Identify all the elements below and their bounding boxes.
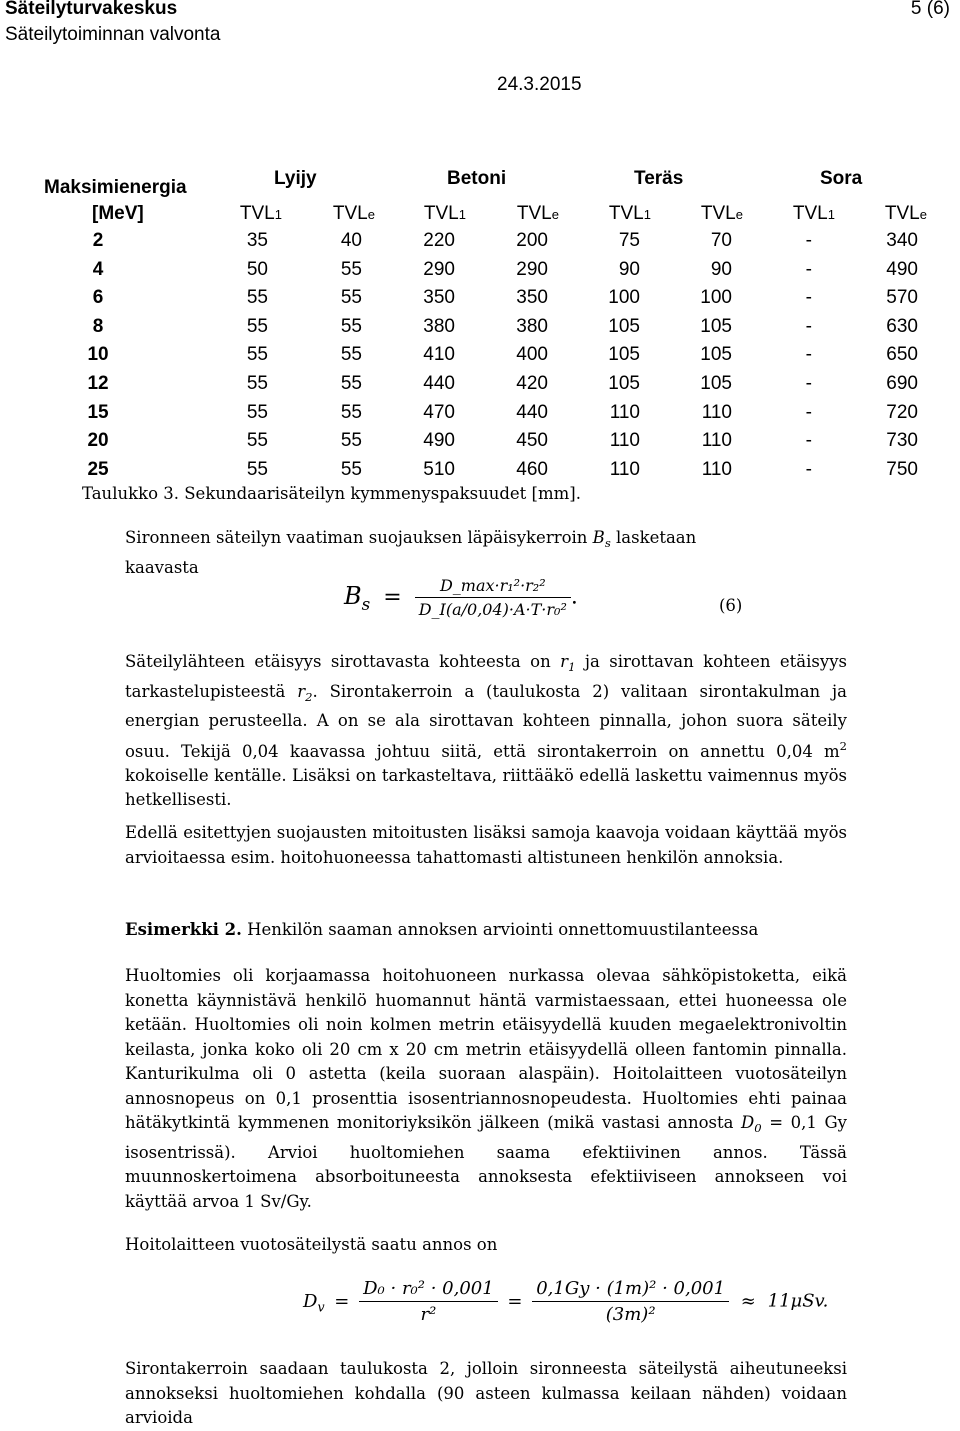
table-caption: Taulukko 3. Sekundaarisäteilyn kymmenyspaksuudet [mm]. (82, 484, 581, 503)
tvl-cell: - (805, 458, 812, 480)
tvl-cell: 380 (423, 315, 455, 337)
tvl-cell: 110 (609, 430, 640, 452)
tvl-subheader: TVLe (516, 203, 559, 224)
tvl-cell: 410 (423, 344, 455, 366)
tvl-cell: 55 (340, 458, 362, 480)
tvl-cell: 55 (340, 258, 362, 280)
paragraph-usage: Edellä esitettyjen suojausten mitoitusten lisäksi samoja kaavoja voidaan käyttää myös arvioitaessa esim. hoitohuoneessa tahattomasti altistuneen henkilön annoksia. (125, 823, 847, 867)
tvl-cell: 490 (886, 258, 918, 280)
tvl-cell: 440 (516, 401, 548, 423)
tvl-cell: 450 (516, 430, 548, 452)
eq6-numerator: D_max·r₁²·r₂² (415, 576, 571, 598)
tvl-cell: 55 (246, 401, 268, 423)
material-betoni: Betoni (447, 168, 507, 189)
tvl-cell: 55 (340, 401, 362, 423)
tvl-subheader: TVLe (700, 203, 743, 224)
tvl-cell: 200 (516, 230, 548, 251)
tvl-cell: 110 (701, 458, 732, 480)
tvl-cell: 110 (701, 401, 732, 423)
tvl-cell: 70 (710, 230, 732, 251)
paragraph-intro: Sironneen säteilyn vaatiman suojauksen läpäisykerroin $B_s$ lasketaan kaavasta (125, 528, 697, 577)
tvl-cell: 55 (246, 430, 268, 452)
paragraph-leak-dose: Hoitolaitteen vuotosäteilystä saatu annos on (125, 1235, 498, 1254)
org-name: Säteilyturvakeskus (5, 0, 178, 19)
tvl-cell: 40 (340, 230, 362, 251)
tvl-subheader: TVL1 (608, 203, 651, 224)
tvl-cell: 35 (246, 230, 268, 251)
table-row: 4 50 55 290 290 90 90 - 490 (92, 258, 918, 280)
tvl-subheader: TVLe (884, 203, 927, 224)
tvl-cell: 55 (340, 430, 362, 452)
tvl-cell: 510 (423, 458, 455, 480)
equation-label: (6) (719, 596, 743, 615)
tvl-cell: 650 (886, 344, 918, 366)
tvl-cell: 110 (701, 430, 732, 452)
tvl-cell: 220 (423, 230, 455, 251)
tvl-cell: 440 (423, 373, 455, 394)
tvl-cell: 90 (710, 258, 732, 280)
tvl-cell: 55 (246, 458, 268, 480)
tvl-cell: 420 (516, 373, 548, 394)
tvl-cell: 630 (886, 315, 918, 337)
tvl-subheader: TVLe (332, 203, 375, 224)
tvl-cell: 340 (886, 230, 918, 251)
tvl-cell: 570 (886, 287, 918, 309)
table-row: 15 55 55 470 440 110 110 - 720 (87, 401, 918, 423)
equation-leak-dose: $D_v$ = $\frac{\text{D₀ · r₀² · 0,001}}{\text{r²}}$ = $\frac{\text{0,1Gy · (1m)² · 0,001}}{\text{(3m)²}}$ ≈ 11μSv. (303, 1278, 829, 1325)
tvl-cell: 490 (423, 430, 455, 452)
tvl-cell: - (805, 287, 812, 309)
tvl-cell: 110 (609, 458, 640, 480)
tvl-cell: - (805, 315, 812, 337)
paragraph-scatter: Sirontakerroin saadaan taulukosta 2, jolloin sironneesta säteilystä aiheutuneeksi annokseksi huoltomiehen kohdalla (90 asteen kulmassa keilaan nähden) voidaan arvioida (125, 1359, 847, 1427)
paragraph-scenario: Huoltomies oli korjaamassa hoitohuoneen nurkassa olevaa sähköpistoketta, eikä konetta käynnistävä henkilö huomannut häntä varmistaessaan, ettei huoneessa ole ketään. Huoltomies oli noin kolmen metrin etäisyydellä kuuden megaelektronivoltin keilasta, jonka koko oli 20 cm x 20 cm metrin etäisyydellä olleen fantomin pinnalla. Kanturikulma oli 0 astetta (keila suoraan alaspäin). Hoitolaitteen vuotosäteilyn annosnopeus on 0,1 prosenttia isosentriannosnopeudesta. Huoltomies ehti painaa hätäkytkintä kymmenen monitoriyksikön jälkeen (mikä vastasi annosta $D_0 = 0,1$ Gy isosentrissä). Arvioi huoltomiehen saama efektiivinen annos. Tässä muunnoskertoimena absorboituneesta annoksesta efektiiviseen annokseen voi käyttää arvoa 1 Sv/Gy. (125, 966, 847, 1211)
tvl-cell: 470 (423, 401, 455, 423)
tvl-cell: 55 (340, 344, 362, 366)
tvl-cell: 750 (886, 458, 918, 480)
table-row: 20 55 55 490 450 110 110 - 730 (87, 430, 918, 452)
equation-6: $B_s$ = $\frac{\text{D\_max·r₁²·r₂²}}{\text{D\_I(a/0,04)·A·T·r₀²}}$ . (344, 576, 578, 619)
tvl-cell: 55 (246, 287, 268, 309)
tvl-cell: 730 (886, 430, 918, 452)
tvl-cell: - (805, 258, 812, 280)
tvl-cell: 90 (618, 258, 640, 280)
tvl-subheader: TVL1 (792, 203, 835, 224)
tvl-cell: - (805, 430, 812, 452)
tvl-cell: 105 (608, 344, 640, 366)
tvl-subheader: TVL1 (239, 203, 282, 224)
tvl-cell: 400 (516, 344, 548, 366)
table-row: 8 55 55 380 380 105 105 - 630 (92, 315, 918, 337)
eq6-denominator: D_I(a/0,04)·A·T·r₀² (418, 600, 567, 619)
material-teras: Teräs (634, 168, 684, 189)
tvl-cell: 50 (246, 258, 268, 280)
tvl-cell: 350 (516, 287, 548, 309)
tvl-cell: 55 (246, 315, 268, 337)
tvl-cell: - (805, 230, 812, 251)
tvl-cell: 290 (423, 258, 455, 280)
document-date: 24.3.2015 (497, 74, 582, 95)
tvl-cell: 460 (516, 458, 548, 480)
material-sora: Sora (820, 168, 863, 189)
tvl-cell: - (805, 401, 812, 423)
tvl-cell: 105 (608, 315, 640, 337)
paragraph-distances: Säteilylähteen etäisyys sirottavasta kohteesta on $r_1$ ja sirottavan kohteen etäisyys tarkastelupisteestä $r_2$. Sirontakerroin a (taulukosta 2) valitaan sirontakulman ja energian perusteella. A on se ala sirottavan kohteen pinnalla, johon suora säteily osuu. Tekijä 0,04 kaavassa johtuu siitä, että sirontakerroin on annettu 0,04 $m^2$ kokoiselle kentälle. Lisäksi on tarkasteltava, riittääkö edellä laskettu vaimennus myös hetkellisesti. (125, 652, 847, 810)
tvl-cell: 350 (423, 287, 455, 309)
tvl-cell: 55 (246, 373, 268, 394)
tvl-cell: 55 (340, 373, 362, 394)
table-row: 12 55 55 440 420 105 105 - 690 (87, 373, 918, 394)
energy-header: Maksimienergia (44, 177, 187, 198)
material-lyijy: Lyijy (274, 168, 317, 189)
energy-unit: [MeV] (92, 203, 144, 224)
tvl-cell: 75 (618, 230, 640, 251)
tvl-cell: 100 (608, 287, 640, 309)
tvl-cell: 380 (516, 315, 548, 337)
tvl-cell: 290 (516, 258, 548, 280)
department-name: Säteilytoiminnan valvonta (5, 24, 221, 45)
tvl-cell: 105 (700, 344, 732, 366)
tvl-cell: 105 (700, 315, 732, 337)
table-row: 25 55 55 510 460 110 110 - 750 (87, 458, 918, 480)
table-row: 6 55 55 350 350 100 100 - 570 (92, 287, 918, 309)
table-row: 10 55 55 410 400 105 105 - 650 (87, 344, 918, 366)
tvl-cell: 105 (608, 373, 640, 394)
tvl-cell: - (805, 373, 812, 394)
tvl-cell: - (805, 344, 812, 366)
tvl-cell: 55 (246, 344, 268, 366)
tvl-cell: 105 (700, 373, 732, 394)
example-heading: Esimerkki 2. Henkilön saaman annoksen arviointi onnettomuustilanteessa (125, 920, 759, 939)
tvl-cell: 110 (609, 401, 640, 423)
tvl-subheader: TVL1 (423, 203, 466, 224)
tvl-cell: 100 (700, 287, 732, 309)
page-number: 5 (6) (910, 0, 950, 19)
tvl-cell: 55 (340, 287, 362, 309)
tvl-cell: 690 (886, 373, 918, 394)
tvl-cell: 720 (886, 401, 918, 423)
tvl-cell: 55 (340, 315, 362, 337)
table-row: 2 35 40 220 200 75 70 - 340 (92, 230, 918, 251)
